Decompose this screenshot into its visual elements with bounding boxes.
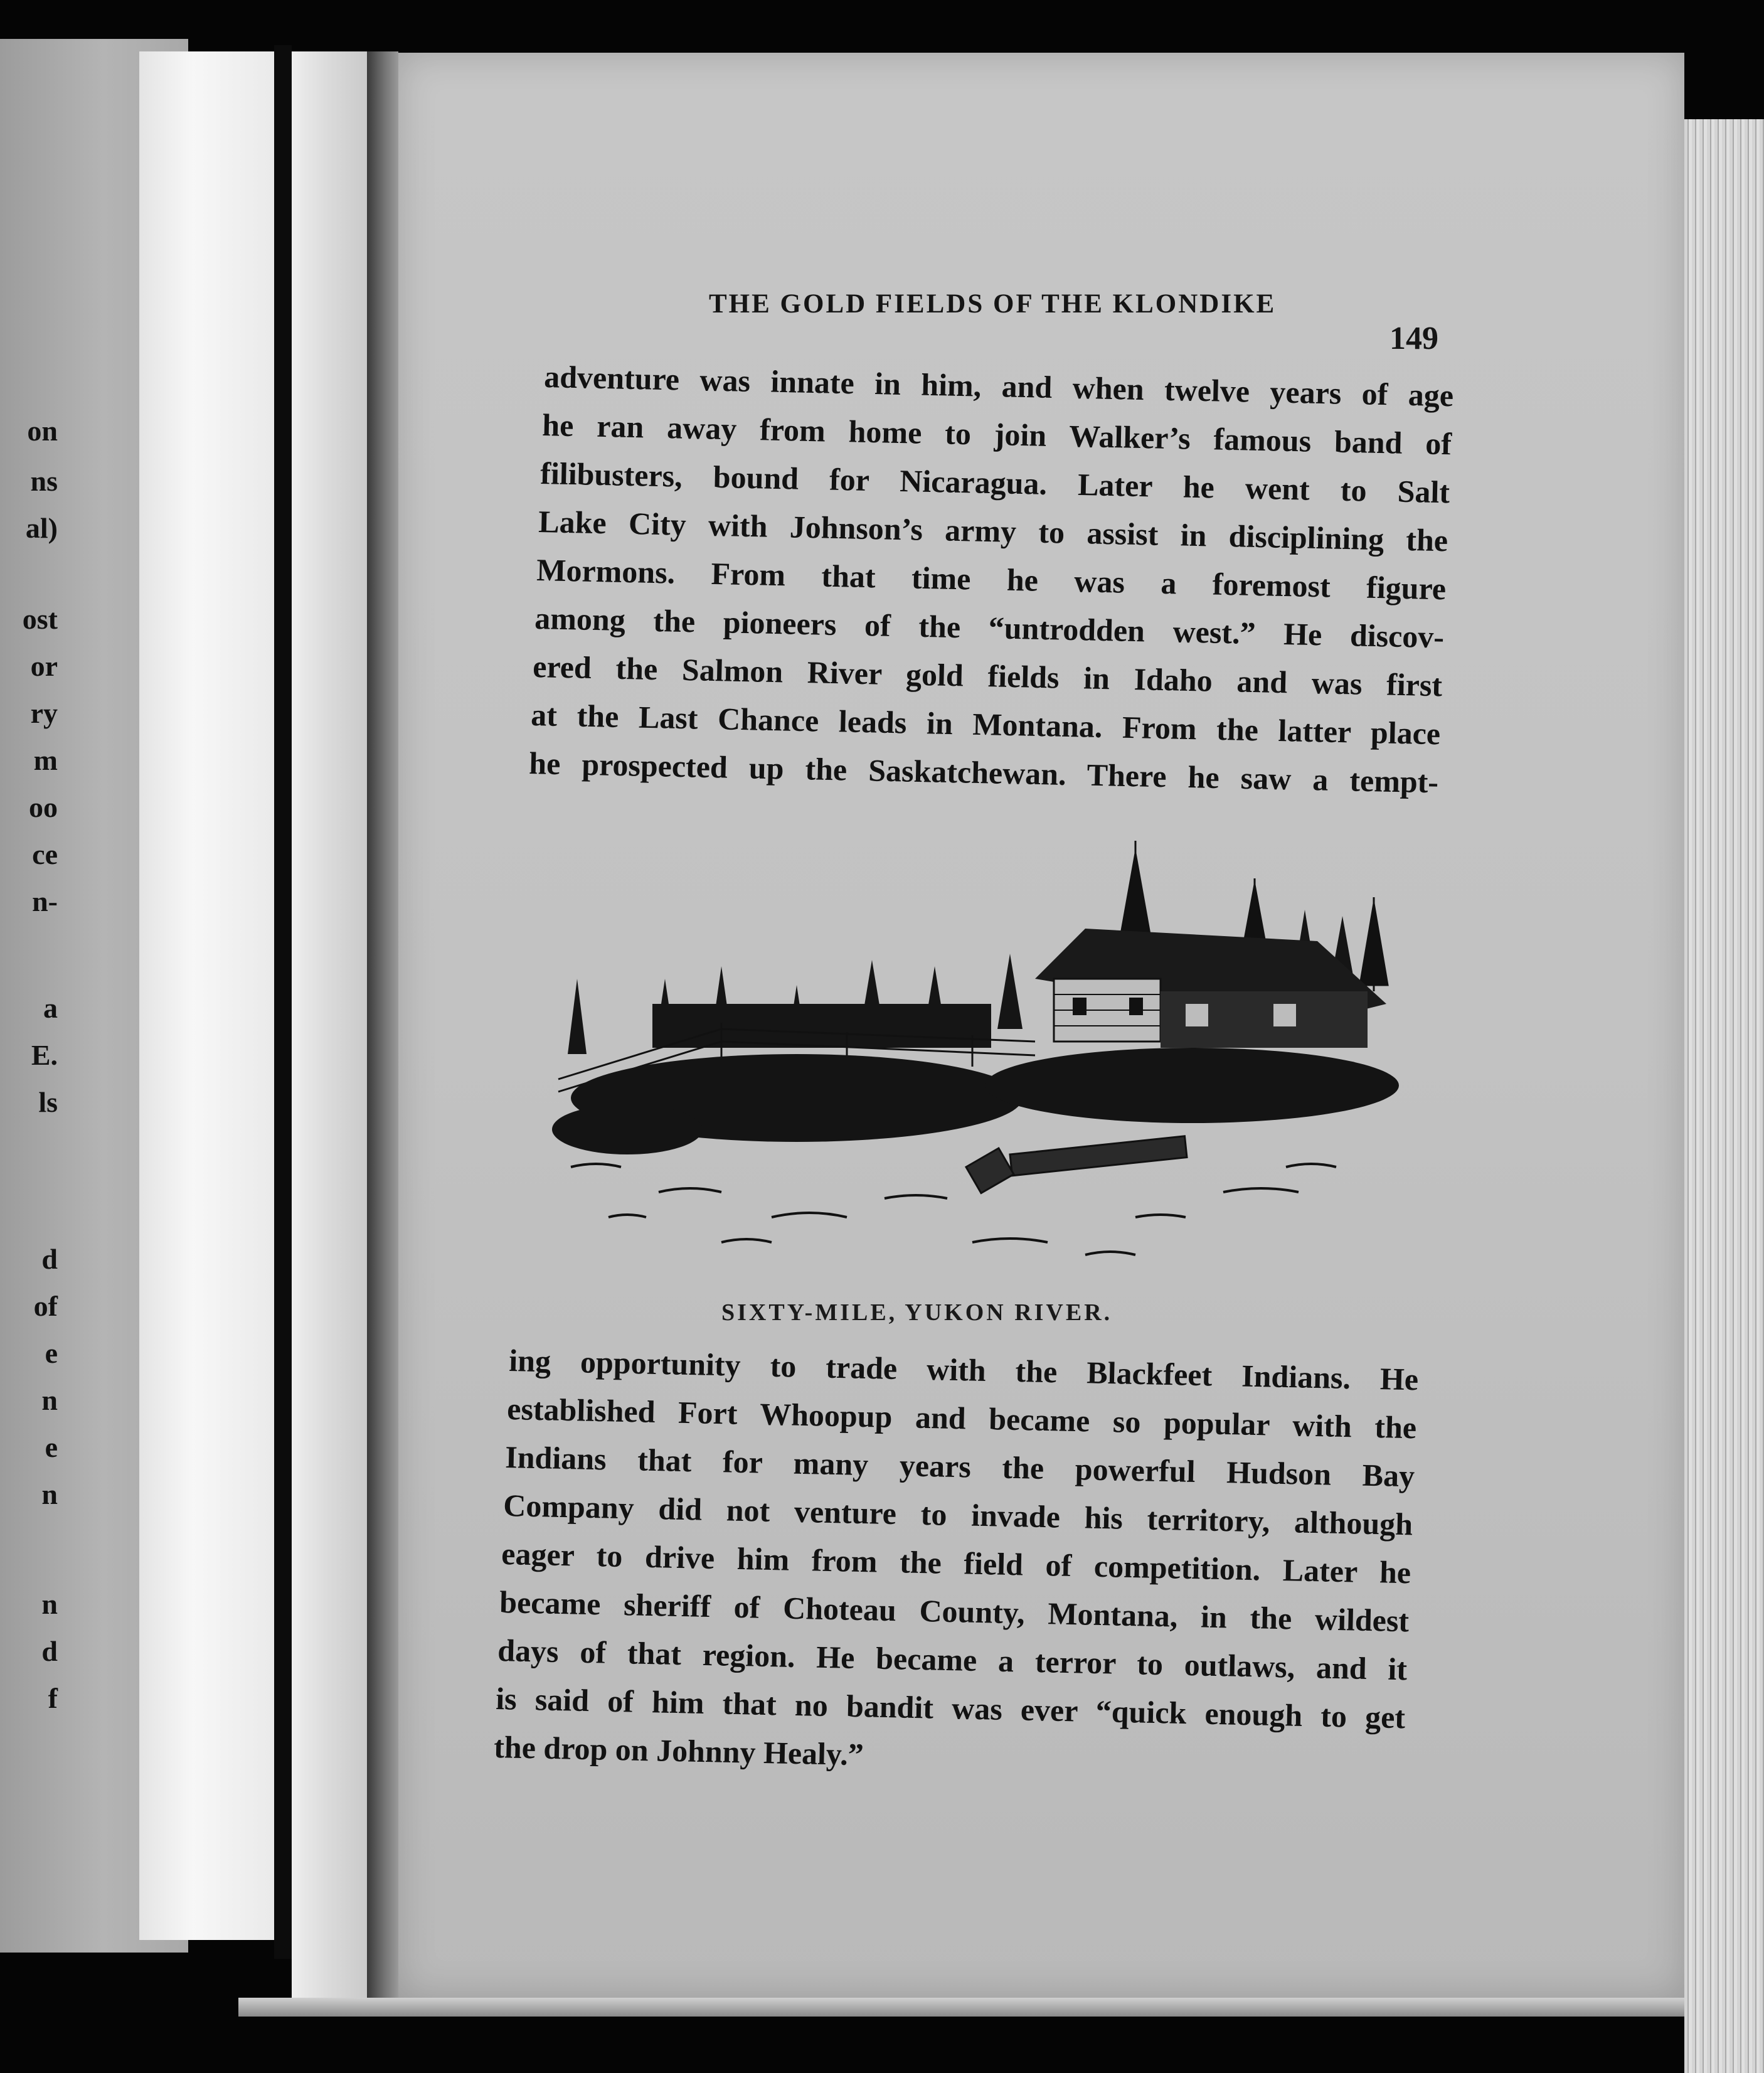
margin-fragment: ost — [22, 603, 58, 635]
margin-fragment: ry — [30, 697, 58, 729]
margin-fragment: n — [41, 1588, 58, 1620]
text-line: Mormons. From that time he was a foremost figure — [536, 552, 1447, 607]
text-line: he ran away from home to join Walker’s famous band of — [541, 407, 1452, 462]
page-number: 149 — [1389, 321, 1438, 356]
gutter-shadow — [274, 45, 292, 1959]
margin-fragment: ce — [32, 838, 58, 870]
page-bottom-edge — [238, 1998, 1684, 2017]
margin-fragment: m — [33, 744, 58, 776]
text-line: days of that region. He became a terror to outlaws, and it — [497, 1632, 1408, 1687]
text-line: among the pioneers of the “untrodden west.” He discov- — [534, 600, 1445, 655]
binding-strip — [292, 51, 367, 2003]
text-line: Lake City with Johnson’s army to assist in disciplining the — [538, 503, 1448, 558]
margin-fragment: on — [27, 415, 58, 447]
illustration-sixty-mile — [533, 816, 1405, 1267]
text-line: became sheriff of Choteau County, Montana, in the wildest — [499, 1584, 1410, 1639]
text-line: established Fort Whoopup and became so popular with the — [506, 1390, 1417, 1446]
page-edges — [1684, 119, 1764, 2073]
margin-fragment: al) — [25, 512, 58, 544]
margin-fragment: n — [41, 1478, 58, 1510]
left-page-edge — [139, 51, 274, 1940]
text-line: the drop on Johnny Healy.” — [493, 1729, 864, 1772]
margin-fragment: of — [33, 1290, 58, 1322]
text-line: is said of him that no bandit was ever “quick enough to get — [495, 1680, 1406, 1735]
margin-fragment: e — [45, 1337, 58, 1369]
margin-fragment: d — [41, 1635, 58, 1667]
text-line: at the Last Chance leads in Montana. From the latter place — [530, 696, 1441, 752]
text-line: eager to drive him from the field of competition. Later he — [501, 1535, 1411, 1591]
margin-fragment: oo — [29, 791, 58, 823]
text-line: Company did not venture to invade his territory, although — [502, 1487, 1413, 1542]
log-icon — [966, 1136, 1187, 1193]
margin-fragment: n- — [32, 885, 58, 917]
text-line: adventure was innate in him, and when twelve years of age — [543, 358, 1454, 413]
running-head: THE GOLD FIELDS OF THE KLONDIKE — [709, 289, 1277, 319]
text-line: he prospected up the Saskatchewan. There he saw a tempt- — [528, 745, 1439, 800]
margin-fragment: d — [41, 1243, 58, 1275]
text-line: ered the Salmon River gold fields in Idaho and was first — [532, 648, 1443, 703]
margin-fragment: ls — [38, 1086, 58, 1118]
margin-fragment: or — [30, 650, 58, 682]
margin-fragment: e — [45, 1431, 58, 1463]
text-line: ing opportunity to trade with the Blackfeet Indians. He — [508, 1342, 1419, 1397]
margin-fragment: ns — [30, 465, 58, 497]
text-line: filibusters, bound for Nicaragua. Later he went to Salt — [539, 455, 1450, 510]
margin-fragment: E. — [31, 1039, 58, 1071]
cabin-icon — [1035, 929, 1386, 1048]
illustration-caption: SIXTY-MILE, YUKON RIVER. — [721, 1299, 1113, 1326]
margin-fragment: f — [48, 1682, 58, 1714]
binding-fold — [367, 51, 398, 2003]
margin-fragment: n — [41, 1384, 58, 1416]
text-line: Indians that for many years the powerful Hudson Bay — [504, 1439, 1415, 1494]
ground-icon — [571, 1164, 1336, 1255]
margin-fragment: a — [43, 992, 58, 1024]
brush-icon — [552, 1048, 1399, 1154]
